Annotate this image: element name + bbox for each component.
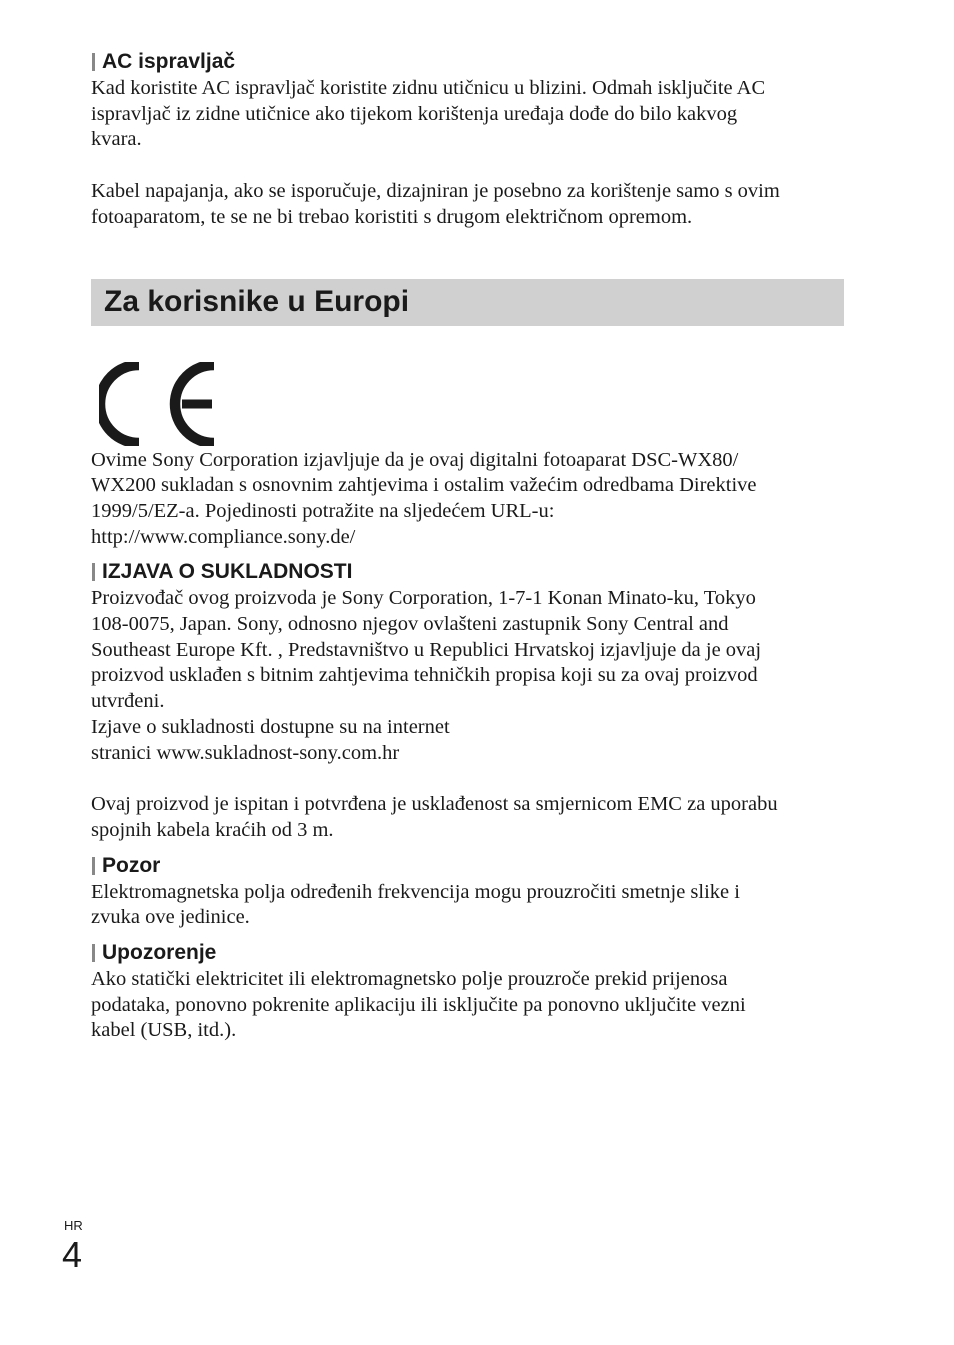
declaration-paragraph — [91, 448, 851, 551]
pozor-heading — [91, 852, 851, 880]
text-line: kabel (USB, itd.). — [91, 1019, 237, 1042]
text-line: zvuka ove jedinice. — [91, 906, 250, 929]
izjava-heading-text: IZJAVA O SUKLADNOSTI — [102, 560, 353, 584]
footer-language-code: HR — [64, 1218, 83, 1233]
compliance-url: http://www.compliance.sony.de/ — [91, 525, 356, 548]
text-line: podataka, ponovno pokrenite aplikaciju ili isključite pa ponovno uključite vezni — [91, 993, 746, 1016]
pozor-paragraph — [91, 880, 851, 931]
upozorenje-heading-text: Upozorenje — [102, 941, 217, 965]
text-line: kvara. — [91, 128, 142, 151]
ac-paragraph-2 — [91, 179, 851, 230]
page-number: 4 — [62, 1234, 83, 1275]
ac-paragraph-1 — [91, 76, 851, 153]
ce-mark-icon — [99, 362, 217, 446]
heading-bar — [92, 563, 95, 581]
pozor-heading-text: Pozor — [102, 853, 161, 877]
text-line: Proizvođač ovog proizvoda je Sony Corporation, 1-7-1 Konan Minato-ku, Tokyo — [91, 587, 756, 610]
heading-bar — [92, 944, 95, 962]
text-line: 1999/5/EZ-a. Pojedinosti potražite na sljedećem URL-u: — [91, 499, 555, 522]
text-line: proizvod usklađen s bitnim zahtjevima tehničkih propisa koji su za ovaj proizvod — [91, 664, 758, 687]
heading-bar — [92, 857, 95, 875]
izjava-heading — [91, 558, 851, 586]
text-line: Kad koristite AC ispravljač koristite zidnu utičnicu u blizini. Odmah isključite AC — [91, 77, 766, 99]
text-line: ispravljač iz zidne utičnice ako tijekom korištenja uređaja dođe do bilo kakvog — [91, 102, 738, 125]
text-line: Elektromagnetska polja određenih frekvencija mogu prouzročiti smetnje slike i — [91, 880, 740, 903]
izjava-paragraph-2 — [91, 792, 851, 843]
text-line: Southeast Europe Kft. , Predstavništvo u Republici Hrvatskoj izjavljuje da je ovaj — [91, 638, 762, 661]
text-line: Izjave o sukladnosti dostupne su na internet — [91, 715, 450, 738]
text-line: Ovaj proizvod je ispitan i potvrđena je usklađenost sa smjernicom EMC za uporabu — [91, 793, 778, 816]
ac-heading-text: AC ispravljač — [102, 50, 236, 73]
text-line: Kabel napajanja, ako se isporučuje, dizajniran je posebno za korištenje samo s ovim — [91, 180, 780, 203]
heading-bar — [92, 53, 95, 71]
text-line: Ovime Sony Corporation izjavljuje da je ovaj digitalni fotoaparat DSC-WX80/ — [91, 448, 739, 471]
text-line: fotoaparatom, te se ne bi trebao koristiti s drugom električnom opremom. — [91, 205, 693, 228]
text-line: utvrđeni. — [91, 690, 165, 713]
text-line: stranici www.sukladnost-sony.com.hr — [91, 741, 400, 764]
ac-heading — [91, 48, 851, 76]
section-title-europe: Za korisnike u Europi — [91, 279, 844, 326]
text-line: WX200 sukladan s osnovnim zahtjevima i ostalim važećim odredbama Direktive — [91, 474, 757, 497]
text-line: Ako statički elektricitet ili elektromagnetsko polje prouzroče prekid prijenosa — [91, 968, 728, 991]
upozorenje-heading — [91, 939, 851, 967]
upozorenje-paragraph — [91, 967, 851, 1044]
text-line: spojnih kabela kraćih od 3 m. — [91, 818, 334, 841]
text-line: 108-0075, Japan. Sony, odnosno njegov ovlašteni zastupnik Sony Central and — [91, 613, 729, 636]
izjava-paragraph-1 — [91, 586, 851, 766]
page-content — [91, 48, 851, 1044]
